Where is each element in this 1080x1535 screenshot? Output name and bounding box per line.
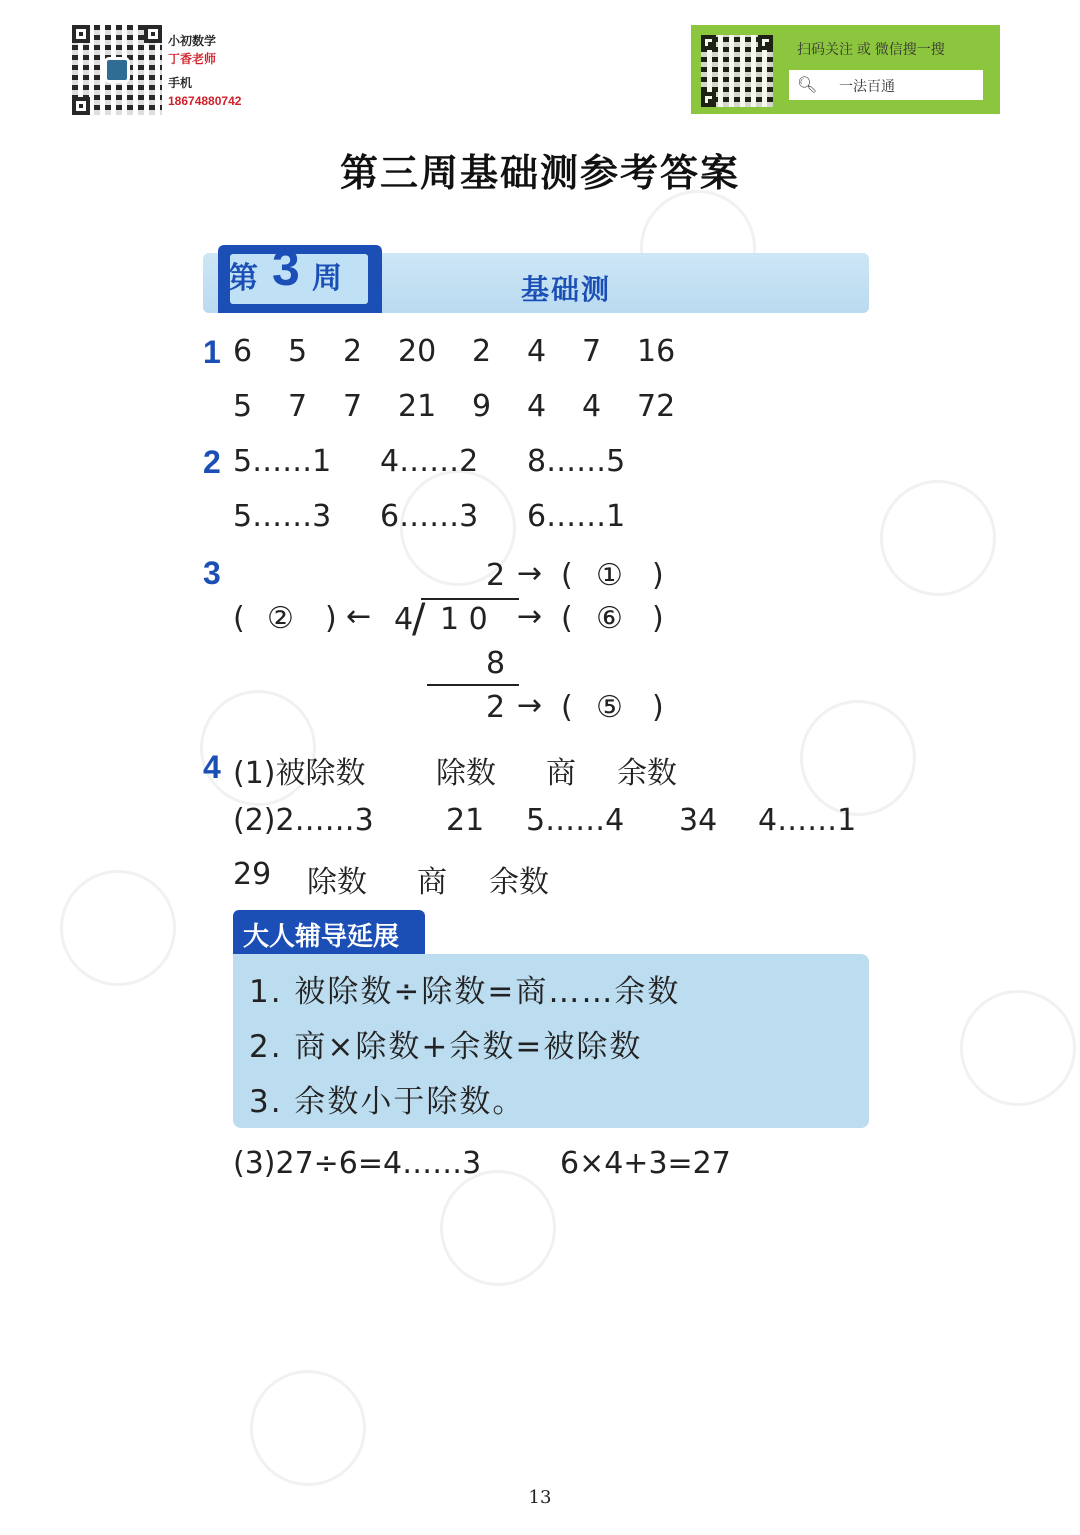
- ad-search-text: 一法百通: [839, 78, 895, 94]
- watermark-seal: [36, 846, 199, 1009]
- arrow-right-icon: →: [517, 599, 543, 634]
- answer-cell: 72: [637, 389, 676, 424]
- divisor: 4: [394, 602, 414, 637]
- arrow-left-icon: ←: [346, 599, 372, 634]
- answer-cell: 4……2: [380, 444, 479, 479]
- question-number-3: 3: [203, 555, 221, 591]
- week-suffix: 周: [312, 261, 342, 296]
- subtraction-line: [427, 684, 519, 686]
- paren-open: (: [561, 558, 573, 593]
- watermark-seal: [226, 1346, 389, 1509]
- week-number: 3: [272, 240, 300, 296]
- guidance-line: 2. 商×除数+余数=被除数: [249, 1029, 643, 1065]
- section-title: 基础测: [521, 273, 612, 306]
- ad-scan-text: 扫码关注 或 微信搜一搜: [797, 41, 945, 57]
- answer-cell: 除数: [307, 865, 367, 900]
- contact-info: [168, 32, 241, 110]
- circle-5: ⑤: [596, 690, 623, 725]
- paren-close: ): [325, 601, 337, 636]
- answer-cell: 商: [417, 865, 447, 900]
- page-number: 13: [528, 1487, 552, 1508]
- circle-1: ①: [596, 558, 623, 593]
- answer-cell: 5: [288, 334, 308, 369]
- paren-open: (: [561, 601, 573, 636]
- answer-cell: 6……1: [527, 499, 626, 534]
- answer-cell: 5……4: [526, 803, 625, 838]
- page-title: 第三周基础测参考答案: [339, 150, 740, 195]
- answer-cell: 7: [343, 389, 363, 424]
- answer-cell: 余数: [489, 865, 549, 900]
- answer-cell: (3)27÷6=4……3: [233, 1146, 482, 1181]
- qr-code-right[interactable]: [701, 35, 773, 107]
- week-tab: [218, 240, 382, 313]
- question-number-1: 1: [203, 334, 221, 370]
- answer-cell: 8……5: [527, 444, 626, 479]
- circle-6: ⑥: [596, 601, 623, 636]
- ad-search-bar[interactable]: [789, 70, 983, 100]
- question-number-2: 2: [203, 444, 221, 480]
- answer-cell: 4: [527, 334, 547, 369]
- arrow-right-icon: →: [517, 688, 543, 723]
- week-prefix: 第: [228, 261, 258, 296]
- paren-close: ): [652, 690, 664, 725]
- guidance-box: [233, 954, 869, 1128]
- answer-cell: 7: [582, 334, 602, 369]
- answer-cell: (1)被除数: [233, 756, 366, 791]
- answer-cell: 4: [582, 389, 602, 424]
- answer-cell: 16: [637, 334, 676, 369]
- paren-open: (: [561, 690, 573, 725]
- product: 8: [486, 646, 506, 681]
- remainder: 2: [486, 690, 506, 725]
- answer-cell: 6×4+3=27: [560, 1146, 731, 1181]
- answer-cell: 4……1: [758, 803, 857, 838]
- question-number-4: 4: [203, 749, 221, 785]
- arrow-right-icon: →: [517, 556, 543, 591]
- answer-cell: 除数: [436, 756, 496, 791]
- answer-cell: 5……1: [233, 444, 332, 479]
- watermark-seal: [856, 456, 1019, 619]
- answer-cell: 21: [398, 389, 437, 424]
- answer-cell: 34: [679, 803, 718, 838]
- answer-cell: 21: [446, 803, 485, 838]
- answer-cell: 7: [288, 389, 308, 424]
- dividend: 1 0: [440, 602, 488, 637]
- guidance-line: 3. 余数小于除数。: [249, 1084, 526, 1120]
- circle-2: ②: [267, 601, 294, 636]
- division-bracket: /: [412, 596, 426, 642]
- answer-cell: 2: [343, 334, 363, 369]
- quotient: 2: [486, 558, 506, 593]
- wechat-icon: [104, 57, 130, 83]
- wechat-ad-box: [691, 25, 1000, 114]
- answer-cell: 9: [472, 389, 492, 424]
- contact-phone-label: 手机: [168, 76, 193, 90]
- answer-cell: 商: [546, 756, 576, 791]
- answer-cell: 29: [233, 857, 272, 892]
- answer-cell: 20: [398, 334, 437, 369]
- guidance-title: 大人辅导延展: [243, 922, 400, 952]
- answer-cell: 6: [233, 334, 253, 369]
- contact-subject: 小初数学: [168, 34, 217, 48]
- answer-cell: 5: [233, 389, 253, 424]
- watermark-seal: [936, 966, 1080, 1129]
- division-bar: [421, 598, 519, 600]
- guidance-line: 1. 被除数÷除数=商……余数: [249, 974, 681, 1010]
- contact-phone: 18674880742: [168, 94, 242, 108]
- paren-close: ): [652, 601, 664, 636]
- contact-teacher: 丁香老师: [168, 52, 217, 66]
- paren-close: ): [652, 558, 664, 593]
- qr-code-left[interactable]: [72, 25, 162, 115]
- answer-cell: 4: [527, 389, 547, 424]
- search-icon: 🔍︎: [797, 75, 818, 94]
- answer-cell: 余数: [617, 756, 677, 791]
- answer-cell: 2: [472, 334, 492, 369]
- answer-cell: 5……3: [233, 499, 332, 534]
- paren-open: (: [233, 601, 245, 636]
- answer-cell: 6……3: [380, 499, 479, 534]
- answer-cell: (2)2……3: [233, 803, 374, 838]
- guidance-tab: [233, 910, 425, 954]
